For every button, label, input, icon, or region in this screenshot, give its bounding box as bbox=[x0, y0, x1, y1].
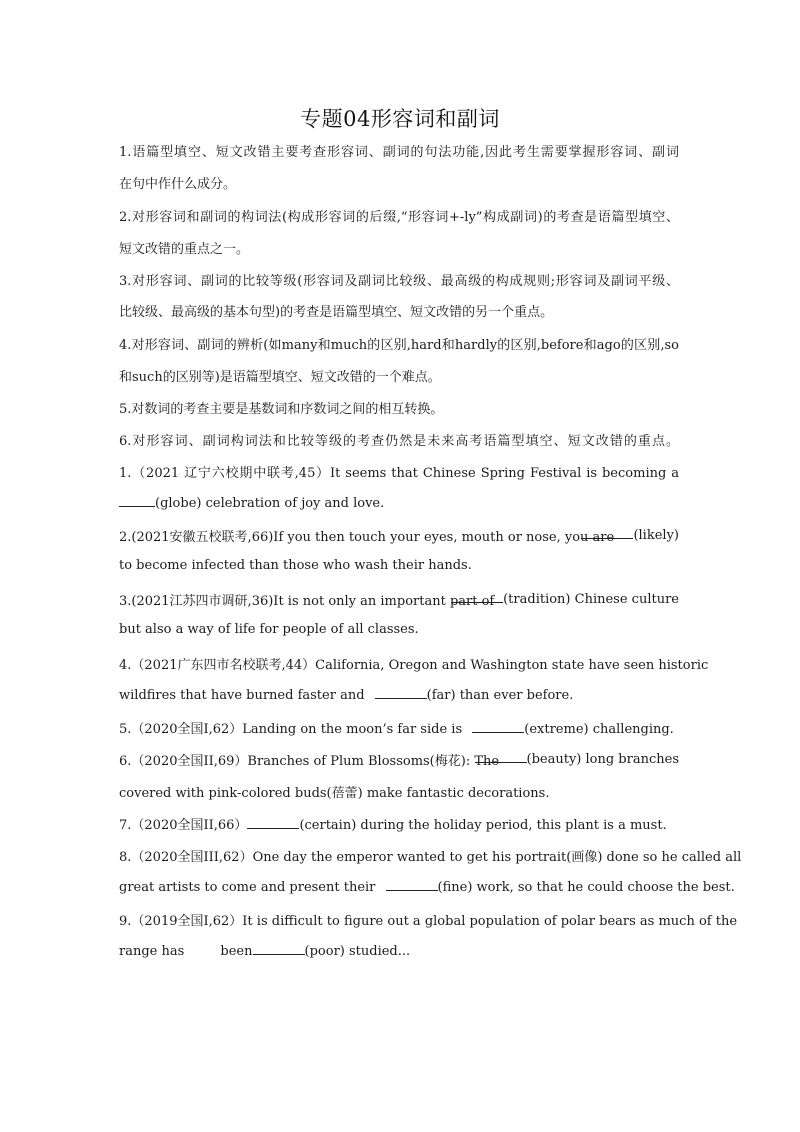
question-2-line-1 bbox=[119, 526, 679, 545]
intro-line-2: 在句中作什么成分。 bbox=[119, 177, 237, 192]
intro-line-9: 5.对数词的考查主要是基数词和序数词之间的相互转换。 bbox=[119, 402, 444, 417]
question-1-line-2 bbox=[119, 494, 384, 511]
intro-line-6: 比较级、最高级的基本句型)的考查是语篇型填空、短文改错的另一个重点。 bbox=[119, 305, 554, 320]
intro-line-5: 3.对形容词、副词的比较等级(形容词及副词比较级、最高级的构成规则;形容词及副词平级、 bbox=[119, 274, 679, 289]
question-text: (poor) studied... bbox=[304, 944, 411, 959]
answer-blank[interactable] bbox=[581, 526, 633, 539]
answer-blank[interactable] bbox=[475, 750, 527, 763]
question-text: (far) than ever before. bbox=[426, 688, 574, 703]
answer-blank[interactable] bbox=[253, 942, 305, 955]
question-6-line-1 bbox=[119, 750, 679, 769]
question-text: 2.(2021安徽五校联考,66)If you then touch your eyes, mouth or nose, you are bbox=[119, 530, 615, 545]
answer-blank[interactable] bbox=[472, 720, 524, 733]
question-text: great artists to come and present their bbox=[119, 880, 376, 895]
question-9-line-1: 9.（2019全国I,62）It is difficult to figure out a global population of polar bears as much of the bbox=[119, 914, 738, 929]
question-text: range has bbox=[119, 944, 185, 959]
question-text: 3.(2021江苏四市调研,36)It is not only an important part of bbox=[119, 594, 495, 609]
question-8-line-1: 8.（2020全国III,62）One day the emperor wanted to get his portrait(画像) done so he called all bbox=[119, 850, 742, 865]
intro-line-1: 1.语篇型填空、短文改错主要考查形容词、副词的句法功能,因此考生需要掌握形容词、副词 bbox=[119, 145, 679, 160]
intro-line-4: 短文改错的重点之一。 bbox=[119, 242, 250, 257]
question-4-line-1: 4.（2021广东四市名校联考,44）California, Oregon and Washington state have seen historic bbox=[119, 658, 709, 673]
question-9-line-2 bbox=[119, 942, 410, 959]
intro-line-7: 4.对形容词、副词的辨析(如many和much的区别,hard和hardly的区别,before和ago的区别,so bbox=[119, 338, 679, 353]
question-3-line-1 bbox=[119, 590, 679, 609]
question-text: been bbox=[220, 944, 253, 959]
answer-blank[interactable] bbox=[451, 590, 503, 603]
hint-word: (likely) bbox=[633, 528, 679, 543]
question-2-line-2: to become infected than those who wash their hands. bbox=[119, 558, 472, 573]
question-text: (fine) work, so that he could choose the best. bbox=[437, 880, 735, 895]
hint-word: (beauty) long branches bbox=[526, 752, 679, 767]
question-text: 6.（2020全国II,69）Branches of Plum Blossoms(梅花): The bbox=[119, 754, 500, 769]
answer-blank[interactable] bbox=[375, 686, 427, 699]
intro-line-8: 和such的区别等)是语篇型填空、短文改错的一个难点。 bbox=[119, 370, 441, 385]
question-7-line-1 bbox=[119, 814, 667, 833]
question-5-line-1 bbox=[119, 718, 674, 737]
question-text: wildfires that have burned faster and bbox=[119, 688, 365, 703]
blank-with-hint bbox=[475, 750, 679, 767]
answer-blank[interactable] bbox=[119, 494, 155, 507]
hint-word: (tradition) Chinese culture bbox=[503, 592, 679, 607]
question-6-line-2: covered with pink-colored buds(蓓蕾) make fantastic decorations. bbox=[119, 786, 550, 801]
question-text: 5.（2020全国I,62）Landing on the moon’s far side is bbox=[119, 722, 463, 737]
answer-blank[interactable] bbox=[247, 816, 299, 829]
question-text: (certain) during the holiday period, this plant is a must. bbox=[299, 818, 667, 833]
answer-blank[interactable] bbox=[386, 878, 438, 891]
question-8-line-2 bbox=[119, 878, 735, 895]
question-4-line-2 bbox=[119, 686, 573, 703]
blank-with-hint bbox=[451, 590, 679, 607]
question-3-line-2: but also a way of life for people of all classes. bbox=[119, 622, 419, 637]
question-1-line-1: 1.（2021 辽宁六校期中联考,45）It seems that Chinese Spring Festival is becoming a bbox=[119, 466, 679, 481]
question-text: 7.（2020全国II,66） bbox=[119, 818, 248, 833]
page-title: 专题04形容词和副词 bbox=[300, 107, 500, 131]
question-text: (extreme) challenging. bbox=[524, 722, 674, 737]
intro-line-10: 6.对形容词、副词构词法和比较等级的考查仍然是未来高考语篇型填空、短文改错的重点。 bbox=[119, 434, 679, 449]
question-text: (globe) celebration of joy and love. bbox=[155, 496, 385, 511]
intro-line-3: 2.对形容词和副词的构词法(构成形容词的后缀,“形容词+-ly”构成副词)的考查是语篇型填空、 bbox=[119, 210, 679, 225]
blank-with-hint bbox=[581, 526, 679, 543]
